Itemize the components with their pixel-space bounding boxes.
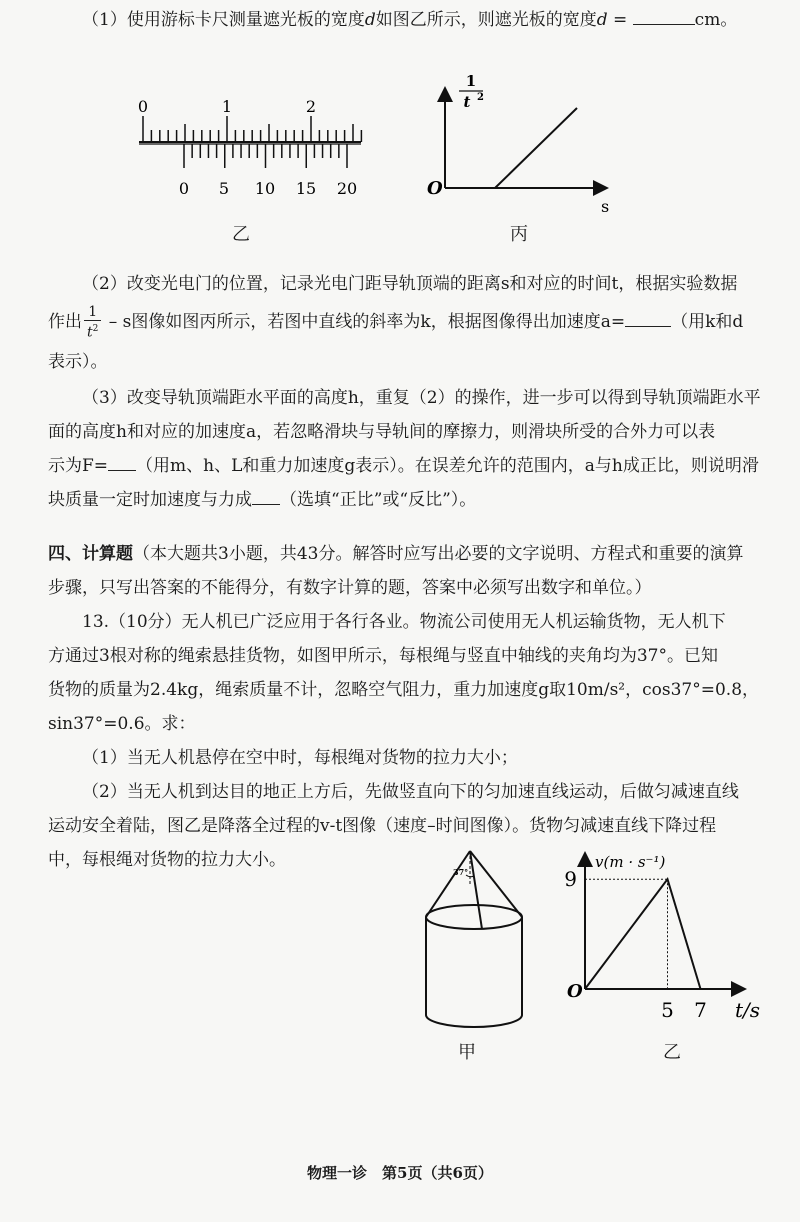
cylinder-bottom-arc (426, 1015, 522, 1027)
q1-text-before: （1）使用游标卡尺测量遮光板的宽度 (82, 10, 365, 30)
graph-bing-caption: 丙 (510, 224, 528, 245)
q2-frac-num: 1 (84, 304, 101, 321)
q3-line4-b: （选填“正比”或“反比”）。 (280, 490, 477, 510)
angle-label: 37° (453, 867, 469, 877)
section4-title: 四、计算题 (48, 544, 133, 564)
q3-line3-a: 示为F= (48, 456, 109, 476)
bing-line (495, 108, 577, 188)
q2-mid: – s图像如图丙所示，若图中直线的斜率为k，根据图像得出加速度a= (103, 311, 626, 332)
bing-y-label-num: 1 (465, 72, 477, 90)
q13-sub2-line3: 中，每根绳对货物的拉力大小。 (48, 850, 286, 870)
vernier-caliper-figure (125, 90, 375, 205)
q2-frac-exp: 2 (92, 324, 99, 334)
caliper-vernier-label-10: 10 (254, 179, 276, 198)
q3-line1: （3）改变导轨顶端距水平面的高度h，重复（2）的操作，进一步可以得到导轨顶端距水平 (82, 388, 761, 408)
q3-answer-blank-2[interactable] (252, 486, 280, 505)
vt-y-label: v(m · s⁻¹) (595, 853, 666, 871)
vt-series-line (585, 879, 701, 989)
q2-line1: （2）改变光电门的位置，记录光电门距导轨顶端的距离s和对应的时间t，根据实验数据 (82, 274, 738, 294)
figure-jia-drone-cargo (410, 845, 540, 1035)
cylinder-top-ellipse (426, 905, 522, 929)
caliper-vernier-label-0: 0 (178, 179, 190, 198)
vt-x-tick-label: 5 (661, 998, 674, 1022)
q13-line3: 货物的质量为2.4kg，绳索质量不计，忽略空气阻力，重力加速度g取10m/s²，cos37°=0.8， (48, 680, 760, 700)
vt-chart (555, 845, 780, 1025)
q2-line3: 表示）。 (48, 352, 108, 372)
vt-x-label: t/s (735, 998, 761, 1022)
q2-answer-blank[interactable] (625, 308, 671, 327)
q1-answer-blank[interactable] (633, 6, 695, 25)
vt-origin: O (567, 981, 583, 1002)
q2-frac-den: t (87, 324, 93, 341)
figure-jia-caption: 甲 (458, 1042, 476, 1063)
q2-suffix: （用k和d (671, 311, 744, 332)
q3-line3 (48, 450, 778, 483)
q1-var-d2: d (596, 10, 608, 30)
bing-origin: O (427, 178, 443, 199)
caliper-vernier-label-15: 15 (295, 179, 317, 198)
caliper-vernier-label-20: 20 (336, 179, 358, 198)
q13-sub2-line1: （2）当无人机到达目的地正上方后，先做竖直向下的匀加速直线运动，后做匀减速直线 (82, 782, 739, 802)
vt-y-tick-label: 9 (564, 867, 577, 892)
bing-y-label-den: t (463, 93, 471, 111)
bing-y-label-exp: 2 (477, 92, 484, 103)
q2-line2 (48, 304, 778, 341)
q13-line1: 13.（10分）无人机已广泛应用于各行各业。物流公司使用无人机运输货物，无人机下 (82, 612, 726, 632)
vt-chart-caption: 乙 (663, 1042, 681, 1063)
q3-line2: 面的高度h和对应的加速度a，若忽略滑块与导轨间的摩擦力，则滑块所受的合外力可以表 (48, 422, 716, 442)
q1-eq: = (607, 10, 633, 30)
caliper-main-label-0: 0 (137, 97, 149, 116)
bing-x-label: s (601, 197, 610, 216)
caliper-main-label-2: 2 (305, 97, 317, 116)
section4-line1 (48, 538, 778, 571)
section4-desc1: （本大题共3小题，共43分。解答时应写出必要的文字说明、方程式和重要的演算 (133, 544, 744, 564)
q1-unit: cm。 (694, 10, 738, 30)
q3-line3-b: （用m、h、L和重力加速度g表示）。在误差允许的范围内，a与h成正比，则说明滑 (136, 456, 759, 476)
caliper-vernier-scale (139, 144, 361, 168)
q2-fraction (84, 304, 101, 341)
q1-var-d: d (364, 10, 376, 30)
q13-sub1: （1）当无人机悬停在空中时，每根绳对货物的拉力大小； (82, 748, 518, 768)
section4-desc2: 步骤，只写出答案的不能得分，有数字计算的题，答案中必须写出数字和单位。） (48, 578, 652, 598)
q1-paragraph (48, 4, 778, 37)
q2-prefix: 作出 (48, 311, 82, 332)
page-footer: 物理一诊 第5页（共6页） (307, 1164, 493, 1182)
q13-line2: 方通过3根对称的绳索悬挂货物，如图甲所示，每根绳与竖直中轴线的夹角均为37°。已知 (48, 646, 718, 666)
q1-text-mid: 如图乙所示，则遮光板的宽度 (375, 10, 597, 30)
vt-x-tick-label: 7 (694, 998, 707, 1022)
q13-line4: sin37°=0.6。求： (48, 714, 196, 734)
q13-sub2-line2: 运动安全着陆，图乙是降落全过程的v-t图像（速度–时间图像）。货物匀减速直线下降过程 (48, 816, 717, 836)
caliper-main-scale (139, 116, 361, 142)
q3-line4-a: 块质量一定时加速度与力成 (48, 490, 252, 510)
caliper-caption: 乙 (232, 224, 250, 245)
graph-bing (415, 62, 615, 222)
caliper-main-label-1: 1 (221, 97, 233, 116)
q3-line4 (48, 484, 778, 517)
q3-answer-blank-1[interactable] (108, 452, 136, 471)
caliper-vernier-label-5: 5 (218, 179, 230, 198)
